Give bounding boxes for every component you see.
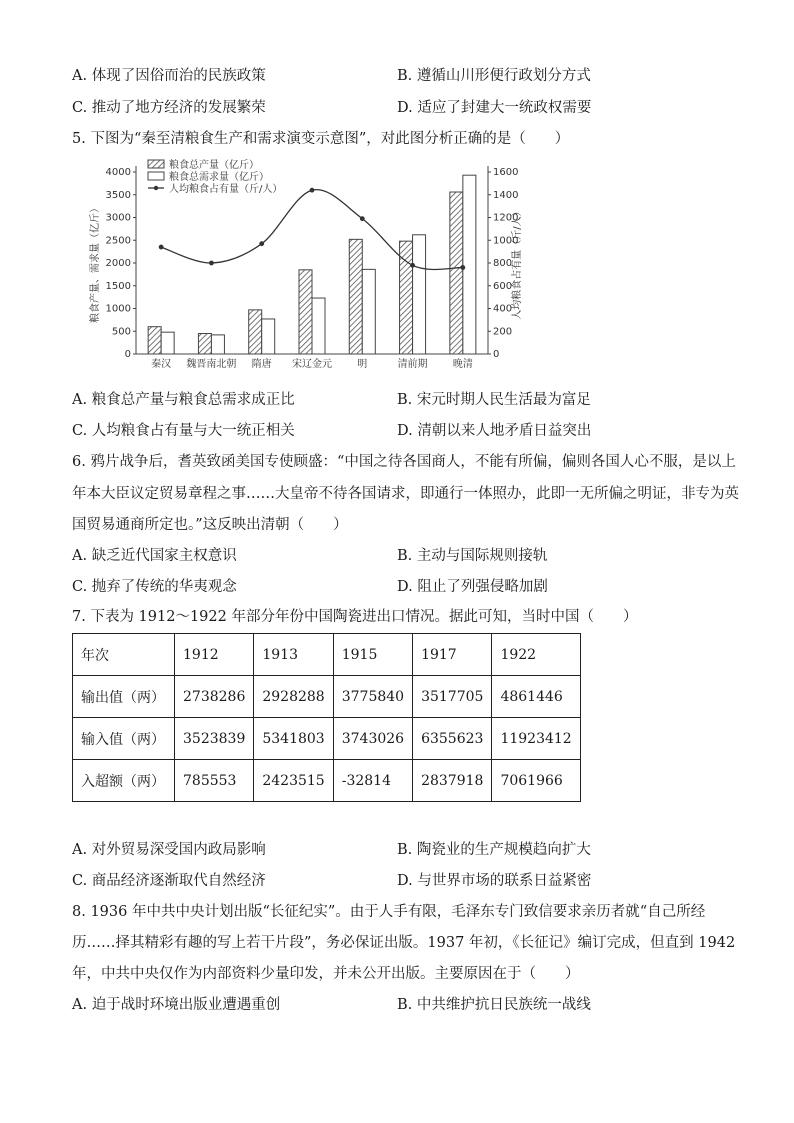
table-cell: 1912 xyxy=(175,634,254,676)
per-capita-point xyxy=(209,261,214,266)
table-cell: 5341803 xyxy=(254,718,333,760)
y-right-tick-label: 600 xyxy=(493,280,513,292)
q5-option-b: B. 宋元时期人民生活最为富足 xyxy=(397,392,591,408)
q7-option-c: C. 商品经济逐渐取代自然经济 xyxy=(72,873,266,889)
q6-stem-line-1: 6. 鸦片战争后，耆英致函美国专使顾盛：“中国之待各国商人，不能有所偏，偏则各国人心不服，是以上 xyxy=(72,454,736,470)
bar-production xyxy=(299,270,312,354)
bar-demand xyxy=(262,319,275,354)
y-axis-label: 粮食产量、需求量（亿斤） xyxy=(90,203,101,323)
q5-option-c: C. 人均粮食占有量与大一统正相关 xyxy=(72,423,295,439)
q6-stem-line-2: 年本大臣议定贸易章程之事……大皇帝不待各国请求，即通行一体照办，此即一无所偏之明证，非专为英 xyxy=(72,486,739,502)
q4-option-d: D. 适应了封建大一统政权需要 xyxy=(397,100,592,116)
legend-label: 粮食总产量（亿斤） xyxy=(169,160,259,171)
chart-legend xyxy=(148,158,282,195)
per-capita-point xyxy=(460,265,465,270)
table-cell: 输出值（两） xyxy=(73,676,175,718)
q8-stem-line-1: 8. 1936 年中共中央计划出版“长征纪实”。由于人手有限，毛泽东专门致信要求亲历者就“自己所经 xyxy=(72,904,706,920)
y-right-tick-label: 1600 xyxy=(493,167,519,178)
bar-demand xyxy=(312,298,325,354)
x-category-label: 隋唐 xyxy=(251,359,272,370)
table-cell: 1913 xyxy=(254,634,333,676)
per-capita-point xyxy=(410,263,415,268)
q5-stem: 5. 下图为“秦至清粮食生产和需求演变示意图”，对此图分析正确的是（ ） xyxy=(72,131,570,147)
bar-demand xyxy=(362,269,375,354)
bar-production xyxy=(349,239,362,354)
per-capita-point xyxy=(159,245,164,250)
q8-stem-line-3: 年，中共中央仅作为内部资料少量印发，并未公开出版。主要原因在于（ ） xyxy=(72,966,580,982)
q4-option-c: C. 推动了地方经济的发展繁荣 xyxy=(72,100,266,116)
bar-demand xyxy=(161,332,174,354)
table-cell: 年次 xyxy=(73,634,175,676)
table-cell: 3775840 xyxy=(333,676,412,718)
table-cell: 3517705 xyxy=(413,676,492,718)
q7-option-a: A. 对外贸易深受国内政局影响 xyxy=(72,842,266,858)
y-right-tick-label: 0 xyxy=(493,349,500,360)
q8-stem-line-2: 历……择其精彩有趣的写上若干片段”，务必保证出版。1937 年初，《长征记》编订完成，但直到 1942 xyxy=(72,935,736,951)
q6-stem-line-3: 国贸易通商所定也。”这反映出清朝（ ） xyxy=(72,517,348,533)
q5-option-d: D. 清朝以来人地矛盾日益突出 xyxy=(397,423,592,439)
y-tick-label: 0 xyxy=(124,349,131,360)
legend-label: 粮食总需求量（亿斤） xyxy=(169,172,269,183)
q4-option-b: B. 遵循山川形便行政划分方式 xyxy=(397,68,591,84)
y-right-tick-label: 800 xyxy=(493,258,513,269)
chart-bars xyxy=(148,175,476,354)
y-tick-label: 4000 xyxy=(105,167,131,178)
table-row xyxy=(73,676,581,718)
table-cell: 11923412 xyxy=(492,718,580,760)
q7-stem: 7. 下表为 1912～1922 年部分年份中国陶瓷进出口情况。据此可知，当时中国（ ） xyxy=(72,609,638,625)
y-tick-label: 500 xyxy=(111,326,131,338)
table-cell: -32814 xyxy=(333,760,412,802)
q5-option-a: A. 粮食总产量与粮食总需求成正比 xyxy=(72,392,295,408)
table-cell: 2837918 xyxy=(413,760,492,802)
y-tick-label: 3500 xyxy=(105,189,131,201)
table-row xyxy=(73,718,581,760)
x-category-label: 秦汉 xyxy=(151,359,172,370)
table-cell: 2738286 xyxy=(175,676,254,718)
per-capita-point xyxy=(360,216,365,221)
chart-categories xyxy=(151,357,473,370)
bar-demand xyxy=(463,175,476,354)
q7-option-d: D. 与世界市场的联系日益紧密 xyxy=(397,873,592,889)
y-right-tick-label: 1400 xyxy=(493,189,519,201)
table-cell: 6355623 xyxy=(413,718,492,760)
legend-swatch xyxy=(148,172,164,180)
y-axis-right-label: 人均粮食占有量（斤/人） xyxy=(512,206,523,320)
table-cell: 1922 xyxy=(492,634,580,676)
ceramics-trade-table xyxy=(72,633,581,802)
y-right-tick-label: 400 xyxy=(493,303,513,315)
x-category-label: 宋辽金元 xyxy=(292,359,332,370)
bar-production xyxy=(249,310,262,354)
table-row xyxy=(73,760,581,802)
y-tick-label: 2500 xyxy=(105,235,131,247)
table-cell: 4861446 xyxy=(492,676,580,718)
legend-swatch-dot xyxy=(154,186,158,190)
y-tick-label: 3000 xyxy=(105,212,131,224)
x-category-label: 清前期 xyxy=(397,359,428,370)
y-tick-label: 2000 xyxy=(105,258,131,269)
per-capita-point xyxy=(259,241,264,246)
bar-production xyxy=(450,192,463,354)
q8-option-a: A. 迫于战时环境出版业遭遇重创 xyxy=(72,997,281,1013)
legend-swatch xyxy=(148,160,164,168)
table-cell: 1915 xyxy=(333,634,412,676)
bar-production xyxy=(198,334,211,354)
q8-option-b: B. 中共维护抗日民族统一战线 xyxy=(397,997,591,1013)
y-tick-label: 1500 xyxy=(105,280,131,292)
q6-option-a: A. 缺乏近代国家主权意识 xyxy=(72,548,237,564)
table-cell: 2928288 xyxy=(254,676,333,718)
q6-option-c: C. 抛弃了传统的华夷观念 xyxy=(72,579,237,595)
y-tick-label: 1000 xyxy=(105,303,131,315)
q6-option-d: D. 阻止了列强侵略加剧 xyxy=(397,579,548,595)
table-cell: 2423515 xyxy=(254,760,333,802)
grain-chart xyxy=(88,158,528,380)
q4-option-a: A. 体现了因俗而治的民族政策 xyxy=(72,68,266,84)
x-category-label: 晚清 xyxy=(452,359,473,370)
table-cell: 7061966 xyxy=(492,760,580,802)
table-cell: 785553 xyxy=(175,760,254,802)
bar-production xyxy=(148,327,161,354)
per-capita-point xyxy=(310,188,315,193)
table-cell: 入超额（两） xyxy=(73,760,175,802)
q7-option-b: B. 陶瓷业的生产规模趋向扩大 xyxy=(397,842,591,858)
table-header-row xyxy=(73,634,581,676)
bar-demand xyxy=(413,235,426,354)
table-cell: 1917 xyxy=(413,634,492,676)
table-cell: 3743026 xyxy=(333,718,412,760)
q6-option-b: B. 主动与国际规则接轨 xyxy=(397,548,548,564)
y-right-tick-label: 200 xyxy=(493,326,513,338)
x-category-label: 魏晋南北朝 xyxy=(186,359,237,370)
legend-label: 人均粮食占有量（斤/人） xyxy=(169,184,283,195)
bar-demand xyxy=(211,335,224,354)
y-right-tick-label: 1000 xyxy=(493,235,519,247)
x-category-label: 明 xyxy=(357,359,368,370)
y-right-tick-label: 1200 xyxy=(493,212,519,224)
table-cell: 输入值（两） xyxy=(73,718,175,760)
table-cell: 3523839 xyxy=(175,718,254,760)
